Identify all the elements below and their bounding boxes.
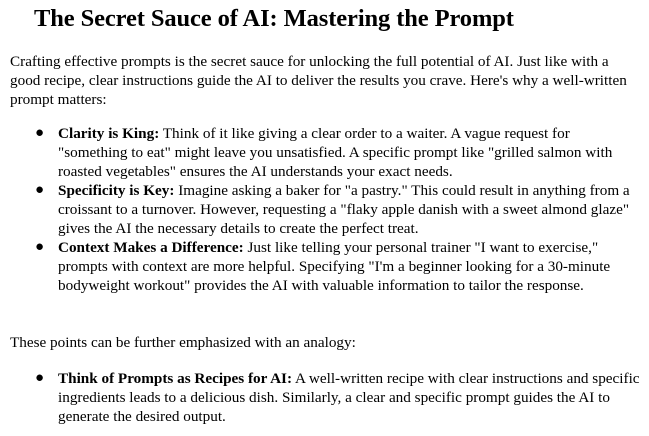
list-item-text: Just like telling your personal trainer "I want to exercise," prompts with context are more helpful. Specifying "I'm a beginner looking for a 30-minute bodyweight workout" provides the AI with valuable information to tailor the response. xyxy=(58,239,611,294)
list-item-term: Context Makes a Difference: xyxy=(58,239,244,256)
intro-paragraph: Crafting effective prompts is the secret sauce for unlocking the full potential of AI. Just like with a good recipe, clear instructions guide the AI to deliver the results you crave. Here's why a well-written prompt matters: xyxy=(10,53,627,108)
page-title: The Secret Sauce of AI: Mastering the Prompt xyxy=(34,5,514,32)
bullet-icon: ● xyxy=(35,182,45,198)
transition-paragraph: These points can be further emphasized with an analogy: xyxy=(10,334,356,351)
points-list xyxy=(10,124,642,295)
list-item xyxy=(10,369,642,426)
analogy-list xyxy=(10,369,642,426)
list-item xyxy=(10,124,642,181)
list-item xyxy=(10,181,642,238)
list-item-term: Specificity is Key: xyxy=(58,182,175,199)
bullet-icon: ● xyxy=(35,239,45,255)
list-item xyxy=(10,238,642,295)
list-item-text: Imagine asking a baker for "a pastry." This could result in anything from a croissant to a turnover. However, requesting a "flaky apple danish with a sweet almond glaze" gives the AI the necessary details to create the perfect treat. xyxy=(58,182,630,237)
list-item-term: Clarity is King: xyxy=(58,125,160,142)
bullet-icon: ● xyxy=(35,370,45,386)
list-item-text: A well-written recipe with clear instructions and specific ingredients leads to a delicious dish. Similarly, a clear and specific prompt guides the AI to generate the desired output. xyxy=(58,370,640,425)
list-item-text: Think of it like giving a clear order to a waiter. A vague request for "something to eat" might leave you unsatisfied. A specific prompt like "grilled salmon with roasted vegetables" ensures the AI understands your exact needs. xyxy=(58,125,613,180)
list-item-term: Think of Prompts as Recipes for AI: xyxy=(58,370,293,387)
bullet-icon: ● xyxy=(35,125,45,141)
